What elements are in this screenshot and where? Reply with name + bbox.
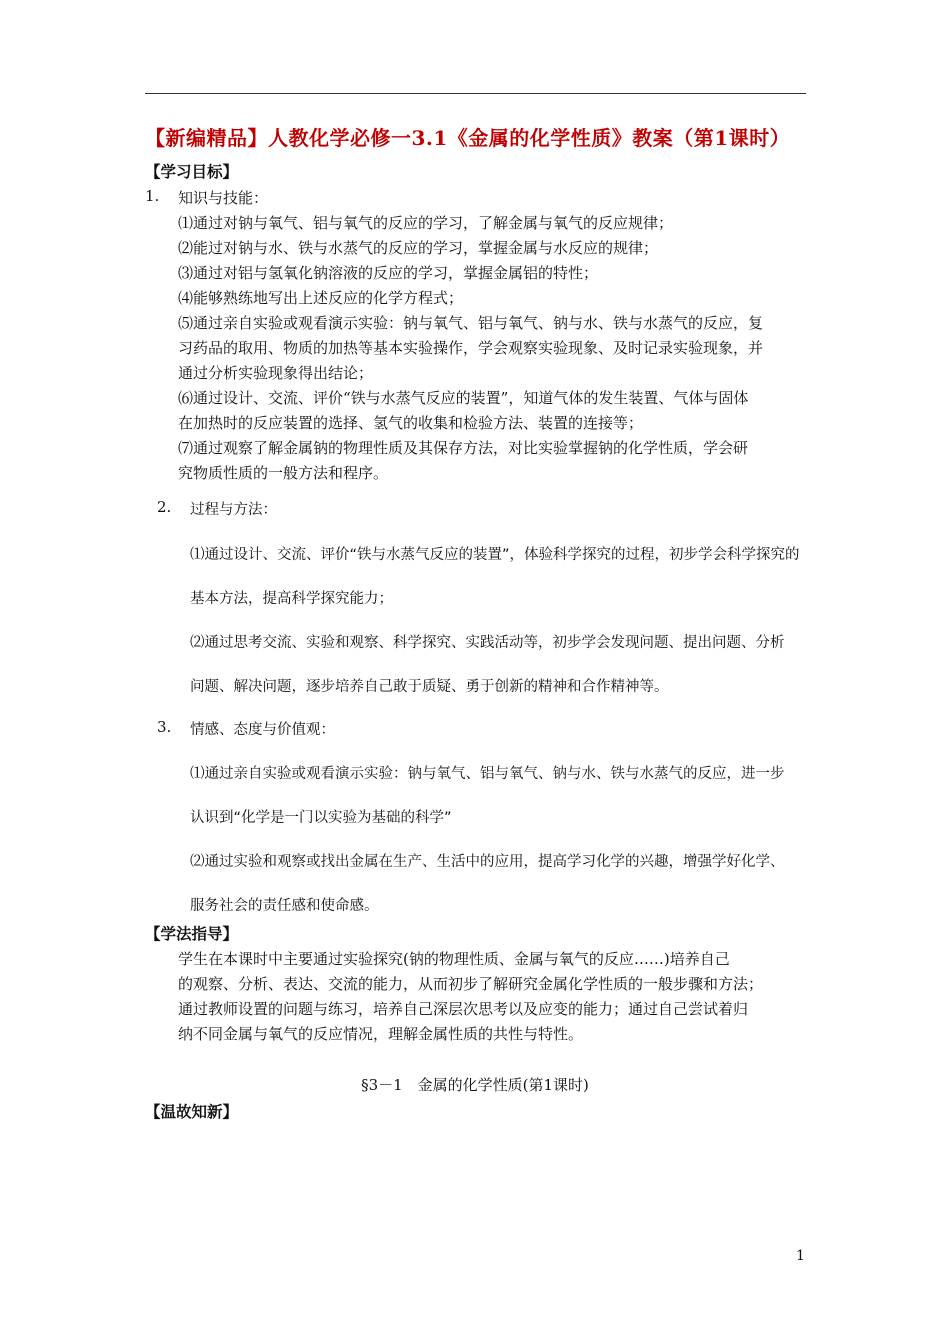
objective-line: ⑶通过对铝与氢氧化钠溶液的反应的学习，掌握金属铝的特性； bbox=[178, 264, 599, 282]
method-line: 通过教师设置的问题与练习，培养自己深层次思考以及应变的能力；通过自己尝试着归 bbox=[178, 1000, 749, 1018]
objective-line: 服务社会的责任感和使命感。 bbox=[190, 898, 379, 914]
method-line: 纳不同金属与氧气的反应情况，理解金属性质的共性与特性。 bbox=[178, 1025, 584, 1043]
item-number-3: 3. bbox=[157, 718, 172, 736]
header-rule bbox=[145, 93, 806, 94]
objective-line: 通过分析实验现象得出结论； bbox=[178, 364, 374, 382]
objective-line: 认识到“化学是一门以实验为基础的科学” bbox=[190, 810, 452, 826]
objective-line: ⑵通过实验和观察或找出金属在生产、生活中的应用，提高学习化学的兴趣，增强学好化学、 bbox=[190, 854, 785, 870]
lesson-heading: §3－1 金属的化学性质(第1课时) bbox=[361, 1076, 589, 1094]
item-heading-1: 知识与技能： bbox=[178, 189, 269, 207]
objective-line: 基本方法，提高科学探究能力； bbox=[190, 591, 393, 607]
objective-line: ⑴通过设计、交流、评价“铁与水蒸气反应的装置”，体验科学探究的过程，初步学会科学探究的 bbox=[190, 547, 800, 563]
item-heading-3: 情感、态度与价值观： bbox=[190, 722, 335, 738]
objective-line: ⑹通过设计、交流、评价“铁与水蒸气反应的装置”，知道气体的发生装置、气体与固体 bbox=[178, 389, 749, 407]
objective-line: ⑴通过对钠与氧气、铝与氧气的反应的学习，了解金属与氧气的反应规律； bbox=[178, 214, 674, 232]
page-title: 【新编精品】人教化学必修一3.1《金属的化学性质》教案（第1课时） bbox=[145, 126, 791, 150]
objective-line: ⑵通过思考交流、实验和观察、科学探究、实践活动等，初步学会发现问题、提出问题、分析 bbox=[190, 635, 785, 651]
objective-line: 习药品的取用、物质的加热等基本实验操作，学会观察实验现象、及时记录实验现象，并 bbox=[178, 339, 764, 357]
objective-line: 问题、解决问题，逐步培养自己敢于质疑、勇于创新的精神和合作精神等。 bbox=[190, 679, 669, 695]
method-line: 的观察、分析、表达、交流的能力，从而初步了解研究金属化学性质的一般步骤和方法； bbox=[178, 975, 764, 993]
section-heading-review: 【温故知新】 bbox=[145, 1102, 239, 1121]
objective-line: ⑸通过亲自实验或观看演示实验：钠与氧气、铝与氧气、钠与水、铁与水蒸气的反应，复 bbox=[178, 314, 764, 332]
objective-line: ⑺通过观察了解金属钠的物理性质及其保存方法，对比实验掌握钠的化学性质，学会研 bbox=[178, 439, 749, 457]
item-number-2: 2. bbox=[157, 498, 172, 516]
objective-line: ⑴通过亲自实验或观看演示实验：钠与氧气、铝与氧气、钠与水、铁与水蒸气的反应，进一步 bbox=[190, 766, 785, 782]
section-heading-objectives: 【学习目标】 bbox=[145, 162, 239, 181]
objective-line: ⑷能够熟练地写出上述反应的化学方程式； bbox=[178, 289, 464, 307]
item-heading-2: 过程与方法： bbox=[190, 502, 277, 518]
section-heading-method: 【学法指导】 bbox=[145, 924, 239, 943]
page-number: 1 bbox=[796, 1248, 805, 1264]
item-number-1: 1. bbox=[145, 187, 160, 205]
objective-line: 究物质性质的一般方法和程序。 bbox=[178, 464, 389, 482]
method-line: 学生在本课时中主要通过实验探究(钠的物理性质、金属与氧气的反应……)培养自己 bbox=[178, 950, 730, 968]
objective-line: ⑵能过对钠与水、铁与水蒸气的反应的学习，掌握金属与水反应的规律； bbox=[178, 239, 659, 257]
objective-line: 在加热时的反应装置的选择、氢气的收集和检验方法、装置的连接等； bbox=[178, 414, 644, 432]
